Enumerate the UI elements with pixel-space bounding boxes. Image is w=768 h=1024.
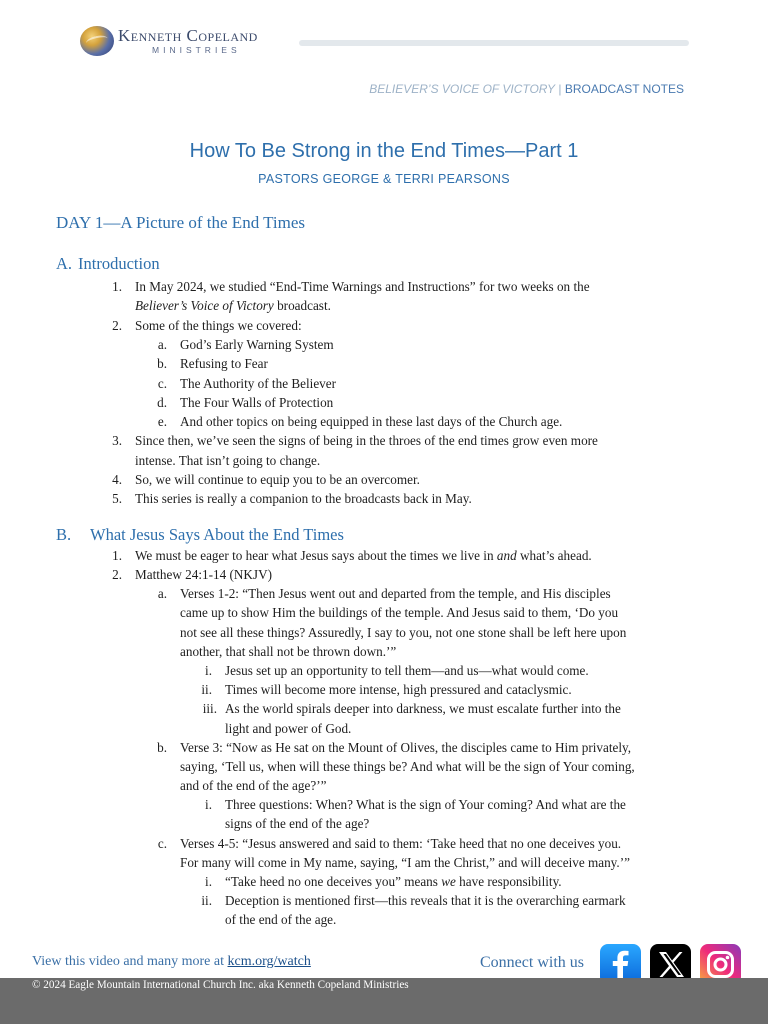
list-number: 4.	[112, 472, 122, 487]
roman-mark: i.	[205, 874, 212, 889]
list-item: So, we will continue to equip you to be an overcomer.	[135, 472, 420, 487]
sub-list-item: And other topics on being equipped in these last days of the Church age.	[180, 414, 563, 429]
italic-text: we	[441, 874, 456, 889]
list-number: 5.	[112, 491, 122, 506]
section-title: What Jesus Says About the End Times	[90, 525, 344, 544]
sub-list-item: Verses 4-5: “Jesus answered and said to them: ‘Take heed that no one deceives you.	[180, 836, 622, 851]
list-number: 3.	[112, 433, 122, 448]
sub-list-mark: e.	[157, 414, 167, 429]
broadcast-notes-label: BROADCAST NOTES	[564, 82, 684, 96]
header-divider-bar	[299, 40, 689, 46]
text: have responsibility.	[455, 874, 562, 889]
list-item: This series is really a companion to the broadcasts back in May.	[135, 491, 472, 506]
italic-text: Believer’s Voice of Victory	[135, 298, 274, 313]
roman-mark: iii.	[202, 701, 217, 716]
sub-list-item-continued: saying, ‘Tell us, when will these things be? And what will be the sign of Your coming,	[180, 759, 635, 774]
roman-item: Jesus set up an opportunity to tell them—and us—what would come.	[225, 663, 589, 678]
roman-item-continued: light and power of God.	[225, 721, 352, 736]
logo-main-text: Kenneth Copeland	[118, 26, 258, 46]
list-item: In May 2024, we studied “End-Time Warnings and Instructions” for two weeks on the	[135, 279, 590, 294]
roman-item-continued: signs of the end of the age?	[225, 816, 370, 831]
list-item: Since then, we’ve seen the signs of being in the throes of the end times grow even more	[135, 433, 598, 448]
logo-text	[118, 27, 258, 55]
watch-more-text	[32, 954, 311, 970]
roman-mark: ii.	[201, 682, 212, 697]
roman-mark: ii.	[201, 893, 212, 908]
list-number: 1.	[112, 279, 122, 294]
roman-item-continued: of the end of the age.	[225, 912, 337, 927]
roman-mark: i.	[205, 797, 212, 812]
sub-list-item-continued: and of the end of the age?’”	[180, 778, 327, 793]
page-title: How To Be Strong in the End Times—Part 1	[189, 140, 579, 162]
roman-item: Three questions: When? What is the sign of Your coming? And what are the	[225, 797, 626, 812]
logo-sub-text: MINISTRIES	[152, 45, 241, 56]
roman-item: As the world spirals deeper into darkness, we must escalate further into the	[225, 701, 621, 716]
text: We must be eager to hear what Jesus says about the times we live in	[135, 548, 497, 563]
list-number: 2.	[112, 318, 122, 333]
copyright-text: © 2024 Eagle Mountain International Church Inc. aka Kenneth Copeland Ministries	[32, 979, 409, 991]
series-separator: |	[558, 82, 562, 96]
sub-list-mark: a.	[157, 586, 167, 601]
sub-list-mark: b.	[157, 740, 167, 755]
watch-link[interactable]: kcm.org/watch	[227, 954, 311, 969]
series-line	[369, 82, 684, 96]
roman-item: Deception is mentioned first—this reveals that it is the overarching earmark	[225, 893, 626, 908]
sub-list-item-continued: For many will come in My name, saying, “I am the Christ,” and will deceive many.’”	[180, 855, 630, 870]
text: “Take heed no one deceives you” means	[225, 874, 442, 889]
section-title: Introduction	[78, 254, 160, 273]
series-name: BELIEVER’S VOICE OF VICTORY	[369, 82, 556, 96]
section-b-heading	[56, 525, 344, 545]
roman-item	[225, 872, 562, 891]
section-letter: B.	[56, 525, 72, 544]
sub-list-item: Verses 1-2: “Then Jesus went out and departed from the temple, and His disciples	[180, 586, 611, 601]
list-item-continued	[135, 296, 331, 315]
watch-more-label: View this video and many more at	[32, 954, 228, 969]
roman-item: Times will become more intense, high pressured and cataclysmic.	[225, 682, 572, 697]
list-number: 1.	[112, 548, 122, 563]
text: what’s ahead.	[516, 548, 592, 563]
sub-list-mark: c.	[157, 376, 167, 391]
day-heading: DAY 1—A Picture of the End Times	[56, 213, 306, 232]
sub-list-item-continued: not see all these things? Assuredly, I say to you, not one stone shall be left here upon	[180, 625, 627, 640]
sub-list-item-continued: another, that shall not be thrown down.’”	[180, 644, 397, 659]
italic-text: and	[496, 548, 517, 563]
sub-list-mark: d.	[157, 395, 167, 410]
list-number: 2.	[112, 567, 122, 582]
section-letter: A.	[56, 254, 73, 273]
roman-mark: i.	[205, 663, 212, 678]
sub-list-mark: a.	[157, 337, 167, 352]
sub-list-item-continued: came up to show Him the buildings of the temple. And Jesus said to them, ‘Do you	[180, 605, 619, 620]
sub-list-item: Refusing to Fear	[180, 356, 268, 371]
list-item: Matthew 24:1-14 (NKJV)	[135, 567, 272, 582]
page-header	[0, 0, 768, 80]
sub-list-item: The Authority of the Believer	[180, 376, 337, 391]
sub-list-item: God’s Early Warning System	[180, 337, 334, 352]
sub-list-mark: c.	[157, 836, 167, 851]
sub-list-item: The Four Walls of Protection	[180, 395, 334, 410]
sub-list-mark: b.	[157, 356, 167, 371]
section-a-heading	[56, 254, 160, 274]
kcm-logo[interactable]	[80, 26, 258, 56]
page-subtitle: PASTORS GEORGE & TERRI PEARSONS	[258, 172, 510, 186]
list-item-continued: intense. That isn’t going to change.	[135, 453, 321, 468]
list-item: Some of the things we covered:	[135, 318, 302, 333]
list-item	[135, 546, 592, 565]
connect-label: Connect with us	[480, 954, 584, 971]
sub-list-item: Verse 3: “Now as He sat on the Mount of Olives, the disciples came to Him privately,	[180, 740, 632, 755]
globe-logo-icon	[80, 26, 114, 56]
text: broadcast.	[273, 298, 331, 313]
